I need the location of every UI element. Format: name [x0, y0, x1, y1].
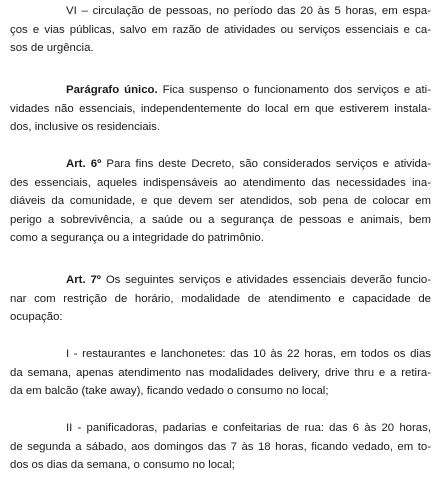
text-line: VI – circulação de pessoas, no período das 20 às 5 horas, em espa- [66, 5, 431, 17]
text-line: de segunda a sábado, aos domingos das 7 às 18 horas, ficando vedado, em to- [10, 440, 431, 453]
text-line [10, 81, 431, 100]
art-6-paragraph [10, 155, 431, 248]
text-line [10, 155, 431, 174]
text-line: dos os dias da semana, o consumo no local; [10, 459, 235, 471]
item-ii-paragraph [10, 419, 431, 475]
text-segment: Os seguintes serviços e atividades essenciais deverão funcio- [100, 274, 431, 286]
article-label: Art. 6º [66, 158, 102, 170]
paragrafo-unico-paragraph [10, 81, 431, 137]
text-line: ços e vias públicas, salvo em razão de atividades ou serviços essenciais e ca- [10, 23, 431, 36]
text-line: vidades não essenciais, independentemente do local em que estiverem instala- [10, 102, 431, 115]
text-line: II - panificadoras, padarias e confeitarias de rua: das 6 às 20 horas, [66, 422, 431, 434]
text-line: da semana, apenas atendimento nas modalidades delivery, drive thru e a retira- [10, 366, 431, 379]
text-line: ocupação: [10, 311, 63, 323]
text-line: da em balcão (take away), ficando vedado o consumo no local; [10, 385, 329, 397]
text-line: diáveis da comunidade, e que devem ser atendidos, sob pena de colocar em [10, 195, 431, 207]
art-7-paragraph [10, 271, 431, 327]
text-segment: Fica suspenso o funcionamento dos serviços e ati- [157, 84, 431, 96]
item-i-paragraph [10, 345, 431, 401]
text-line: nar com restrição de horário, modalidade de atendimento e capacidade de [10, 292, 431, 305]
paragraph-label: Parágrafo único. [66, 84, 158, 96]
text-line: sos de urgência. [10, 42, 94, 54]
article-label: Art. 7º [66, 274, 101, 286]
text-line: dos, inclusive os residenciais. [10, 121, 161, 133]
text-line: perigo a sobrevivência, a saúde ou a segurança de pessoas e animais, bem [10, 213, 431, 226]
text-segment: Para fins deste Decreto, são considerados serviços e ativida- [101, 158, 431, 170]
text-line [10, 271, 431, 290]
item-vi-paragraph [10, 2, 431, 58]
text-line: des essenciais, aqueles indispensáveis ao atendimento das necessidades ina- [10, 176, 431, 189]
text-line: como a segurança ou a integridade do patrimônio. [10, 232, 264, 244]
text-line: I - restaurantes e lanchonetes: das 10 às 22 horas, em todos os dias [66, 348, 431, 360]
